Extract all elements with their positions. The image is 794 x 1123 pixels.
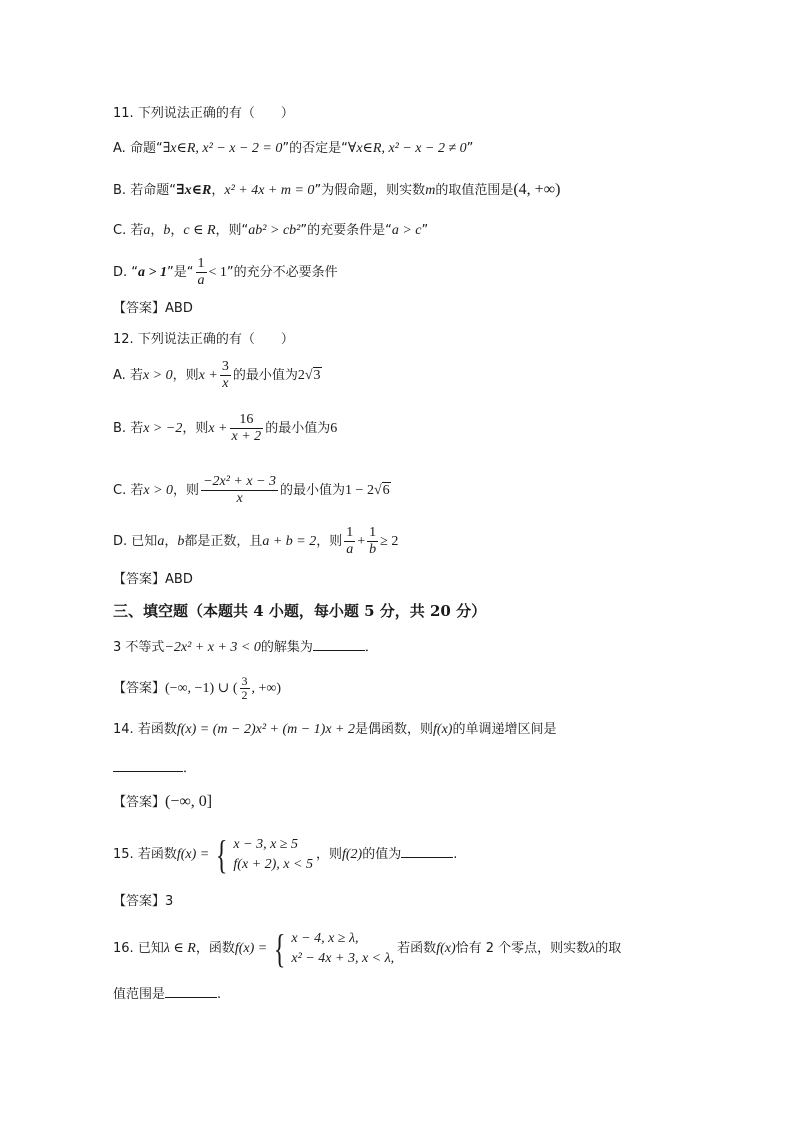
section-title: 三、填空题（本题共 4 小题，每小题 5 分，共 20 分） [113,602,487,620]
text: . [453,847,458,862]
answer-value: (−∞, 0] [165,793,213,810]
answer-blank[interactable] [313,638,365,651]
math: x + [198,368,218,383]
text: 若函数 [397,941,437,956]
text: ，函数 [195,941,235,956]
text: ， [164,534,178,549]
q15-stem [113,832,457,878]
q12-text: 下列说法正确的有（ ） [137,332,294,347]
math: λ [589,941,596,956]
math: x > 0 [142,368,173,383]
math: f(x) = [176,847,210,862]
math: ∀x∈R, x² − x − 2 ≠ 0 [347,141,467,156]
math: f(2) [341,847,363,862]
text: ． [183,761,197,776]
q12-number: 12. [113,332,134,347]
math: λ ∈ R [163,941,196,956]
math: f(x) = [234,941,268,956]
answer-value: 3 [165,894,174,909]
q14-answer [113,792,212,813]
text: ， [211,183,225,198]
math: −2x² + x + 3 < 0 [164,640,261,655]
math: m [425,183,436,198]
math: f(x) = (m − 2)x² + (m − 1)x + 2 [176,722,356,737]
math: 6 [330,421,338,436]
text: 的取值范围是 [435,183,514,198]
q13-answer [113,670,281,708]
text: 的解集为 [260,640,313,655]
denominator: a [346,542,354,557]
text: ，则“ [215,223,249,238]
math: x > −2 [143,421,183,436]
q13-number: 3 [113,640,122,655]
answer-blank[interactable] [113,759,183,772]
numerator: 1 [369,525,377,540]
text: 若 [130,483,144,498]
text: “ [131,265,139,280]
option-label: C. [113,483,127,498]
q11-option-a [113,139,473,159]
text: 的最小值为 [232,368,298,383]
text: ”的充分不必要条件 [226,265,338,280]
text: 已知 [137,941,164,956]
text: ，则 [182,421,209,436]
numerator: 3 [241,674,248,688]
text: ”的充要条件是“ [300,223,392,238]
denominator: x + 2 [231,429,262,444]
answer-value: (−∞, −1) ∪ ( [165,681,238,696]
text: 若 [130,421,144,436]
math: b [177,534,185,549]
q11-text: 下列说法正确的有（ ） [137,106,294,121]
text: ”为假命题，则实数 [314,183,426,198]
text: ”是“ [167,265,194,280]
text: 不等式 [125,640,165,655]
text: 若 [129,368,143,383]
q12-option-a: A. 若x > 0，则x + $\frac{3}{x}$ 的最小值为2√3 [113,359,321,391]
text: 若函数 [137,847,177,862]
math: a [143,223,151,238]
math: a > 1 [138,265,168,280]
option-label: A. [113,141,126,156]
text: 都是正数，且 [184,534,263,549]
math: f(x) [433,722,453,737]
math: a > c [391,223,422,238]
answer-label: 【答案】 [113,301,166,316]
q16-number: 16. [113,941,134,956]
fraction [344,525,355,558]
text: ，则 [172,368,199,383]
option-label: D. [113,534,128,549]
sqrt-radicand: 6 [382,483,390,498]
text: 若 [130,223,144,238]
q12-option-b [113,410,337,448]
math: a + b = 2 [262,534,317,549]
answer-value: ABD [165,572,193,587]
answer-blank[interactable] [165,985,217,998]
fraction [240,675,250,702]
q12-option-c: C. 若x > 0，则 $\frac{\text{−2x² + x − 3}}{x}$ 的最小值为1 − 2√6 [113,474,390,506]
q16-blank-line [113,985,221,1005]
math: x + [208,421,228,436]
fraction [220,359,231,392]
fraction [230,412,264,445]
q15-answer [113,892,173,912]
text: 的值为 [362,847,402,862]
cases [291,929,394,969]
answer-blank[interactable] [401,845,453,858]
case-1: x − 4, x ≥ λ, [291,930,359,946]
numerator: 3 [221,359,229,374]
math: f(x) [436,941,456,956]
text: ． [364,640,378,655]
case-2: f(x + 2), x < 5 [233,856,313,872]
q11-option-b [113,180,560,201]
q11-answer [113,299,193,319]
text: ，则 [315,847,342,862]
piecewise [212,831,313,877]
text: 是偶函数，则 [355,722,434,737]
numerator: 1 [346,525,354,540]
option-label: A. [113,368,126,383]
q11-number: 11. [113,106,134,121]
math: ∃x∈R [175,183,212,198]
case-1: x − 3, x ≥ 5 [233,836,298,852]
math: 2 [297,368,305,383]
answer-value: , +∞) [251,681,282,696]
case-2: x² − 4x + 3, x < λ, [291,950,395,966]
answer-label: 【答案】 [113,681,166,696]
numerator: −2x² + x − 3 [203,474,277,489]
text: 的最小值为 [280,483,346,498]
math: ∃x∈R, x² − x − 2 = 0 [162,141,283,156]
fraction [201,474,278,507]
answer-value: ABD [165,301,193,316]
option-label: C. [113,223,127,238]
text: 命题“ [129,141,163,156]
text: . [217,987,222,1002]
text: 的单调递增区间是 [452,722,557,737]
text: ，则 [173,483,200,498]
math: (4, +∞) [513,181,561,198]
text: ， [150,223,164,238]
option-label: B. [113,183,127,198]
q11-stem [113,104,294,124]
math: < 1 [208,265,227,280]
math: b [163,223,171,238]
text: ” [466,141,474,156]
q12-answer [113,570,193,590]
fraction [196,256,207,289]
denominator: b [369,542,377,557]
math: ≥ 2 [380,534,399,549]
q12-stem [113,330,294,350]
piecewise [270,925,395,971]
q11-option-c [113,221,428,241]
math: a [157,534,165,549]
math: c ∈ R [183,223,216,238]
numerator: 1 [197,256,205,271]
text: ， [170,223,184,238]
denominator: x [222,376,229,391]
q12-option-d [113,523,398,561]
text: 的最小值为 [265,421,331,436]
text: 若命题“ [130,183,176,198]
text: 恰有 2 个零点，则实数 [455,941,590,956]
text: 若函数 [137,722,177,737]
math: ab² > cb² [248,223,301,238]
text: ”的否定是“ [282,141,348,156]
q14-stem [113,720,556,740]
math: x > 0 [143,483,174,498]
denominator: 2 [241,688,248,702]
math: x² + 4x + m = 0 [224,183,315,198]
numerator: 16 [230,412,264,429]
math: 1 − 2 [345,483,374,498]
q14-number: 14. [113,722,134,737]
answer-label: 【答案】 [113,572,166,587]
q14-blank-line [113,759,196,779]
q16-stem [113,926,621,972]
answer-label: 【答案】 [113,894,166,909]
option-label: B. [113,421,127,436]
answer-label: 【答案】 [113,795,166,810]
cases [233,835,313,875]
text: 已知 [131,534,158,549]
sqrt-radicand: 3 [313,368,321,383]
q15-number: 15. [113,847,134,862]
q13-stem [113,638,378,658]
text: ，则 [316,534,343,549]
q11-option-d [113,256,338,290]
denominator: x [236,491,243,506]
text: 的取 [595,941,622,956]
option-label: D. [113,265,128,280]
text: ” [421,223,429,238]
brace-icon: { [216,831,228,877]
math: + [357,534,366,549]
text: 值范围是 [113,987,166,1002]
fraction [367,525,378,558]
brace-icon: { [274,925,286,971]
denominator: a [197,273,205,288]
